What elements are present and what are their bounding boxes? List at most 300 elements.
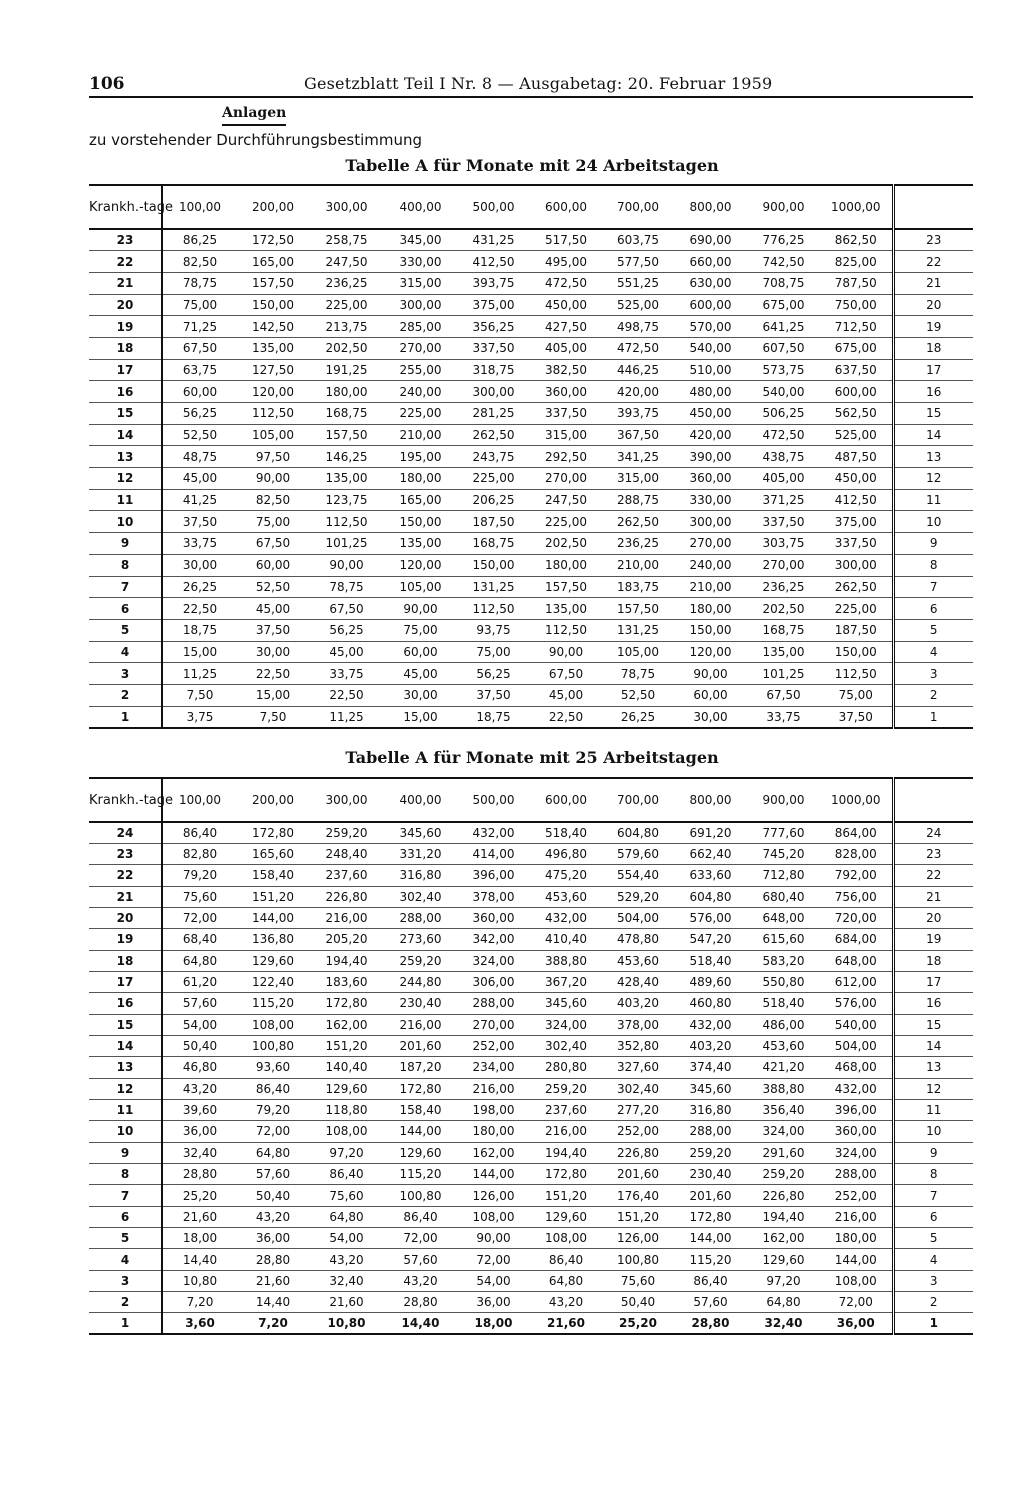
- table-row: [89, 971, 973, 992]
- amount-cell: 60,00: [237, 554, 309, 576]
- amount-cell: 576,00: [674, 907, 747, 928]
- amount-cell: 201,60: [602, 1164, 674, 1185]
- amount-cell: 108,00: [309, 1121, 384, 1142]
- amount-cell: 345,00: [384, 229, 457, 251]
- amount-cell: 68,40: [162, 929, 237, 950]
- amount-cell: 504,00: [602, 907, 674, 928]
- amount-cell: 446,25: [602, 359, 674, 381]
- amount-cell: 105,00: [237, 424, 309, 446]
- column-header-blank: [893, 185, 973, 229]
- amount-cell: 54,00: [309, 1228, 384, 1249]
- amount-cell: 198,00: [457, 1099, 530, 1120]
- sick-days-cell: 2: [89, 1292, 162, 1313]
- amount-cell: 680,40: [747, 886, 820, 907]
- amount-cell: 157,50: [530, 576, 602, 598]
- amount-cell: 105,00: [384, 576, 457, 598]
- table-row: [89, 533, 973, 555]
- sick-days-cell: 13: [89, 446, 162, 468]
- table-row: [89, 598, 973, 620]
- amount-cell: 86,40: [162, 822, 237, 843]
- amount-cell: 3,60: [162, 1313, 237, 1334]
- table-row: [89, 907, 973, 928]
- amount-cell: 378,00: [457, 886, 530, 907]
- amount-cell: 57,60: [237, 1164, 309, 1185]
- amount-cell: 375,00: [457, 294, 530, 316]
- amount-cell: 61,20: [162, 971, 237, 992]
- sick-days-cell: 6: [89, 598, 162, 620]
- column-header: 100,00: [179, 200, 221, 214]
- sick-days-cell: 17: [89, 359, 162, 381]
- column-header: 600,00: [545, 793, 587, 807]
- amount-cell: 93,75: [457, 619, 530, 641]
- row-header-label: Krankh.-tage: [89, 185, 162, 229]
- amount-cell: 252,00: [602, 1121, 674, 1142]
- amount-cell: 396,00: [457, 865, 530, 886]
- amount-cell: 75,00: [384, 619, 457, 641]
- amount-cell: 3,75: [162, 706, 237, 728]
- amount-cell: 122,40: [237, 971, 309, 992]
- amount-cell: 324,00: [747, 1121, 820, 1142]
- sick-days-repeat-cell: 8: [893, 1164, 973, 1185]
- amount-cell: 86,40: [384, 1206, 457, 1227]
- amount-cell: 225,00: [309, 294, 384, 316]
- amount-cell: 194,40: [309, 950, 384, 971]
- amount-cell: 405,00: [530, 337, 602, 359]
- amount-cell: 288,00: [384, 907, 457, 928]
- amount-cell: 18,75: [162, 619, 237, 641]
- amount-cell: 28,80: [237, 1249, 309, 1270]
- amount-cell: 162,00: [457, 1142, 530, 1163]
- amount-cell: 210,00: [384, 424, 457, 446]
- amount-cell: 78,75: [602, 663, 674, 685]
- amount-cell: 86,40: [674, 1270, 747, 1291]
- amount-cell: 478,80: [602, 929, 674, 950]
- amount-cell: 45,00: [530, 684, 602, 706]
- table-row: [89, 1249, 973, 1270]
- amount-cell: 14,40: [162, 1249, 237, 1270]
- amount-cell: 302,40: [530, 1035, 602, 1056]
- amount-cell: 60,00: [162, 381, 237, 403]
- amount-cell: 259,20: [309, 822, 384, 843]
- table-row: [89, 822, 973, 843]
- amount-cell: 270,00: [674, 533, 747, 555]
- page-number: 106: [89, 74, 125, 94]
- sick-days-repeat-cell: 18: [893, 337, 973, 359]
- sick-days-repeat-cell: 13: [893, 1057, 973, 1078]
- amount-cell: 71,25: [162, 316, 237, 338]
- amount-cell: 337,50: [530, 403, 602, 425]
- amount-cell: 487,50: [820, 446, 893, 468]
- amount-cell: 270,00: [530, 468, 602, 490]
- table-row: [89, 684, 973, 706]
- amount-cell: 345,60: [530, 993, 602, 1014]
- amount-cell: 324,00: [457, 950, 530, 971]
- sick-days-repeat-cell: 17: [893, 359, 973, 381]
- sick-days-cell: 20: [89, 294, 162, 316]
- amount-cell: 43,20: [384, 1270, 457, 1291]
- amount-cell: 450,00: [530, 294, 602, 316]
- amount-cell: 75,00: [820, 684, 893, 706]
- amount-cell: 453,60: [602, 950, 674, 971]
- amount-cell: 72,00: [457, 1249, 530, 1270]
- sick-days-repeat-cell: 5: [893, 1228, 973, 1249]
- table-row: [89, 1035, 973, 1056]
- amount-cell: 14,40: [384, 1313, 457, 1334]
- amount-cell: 226,80: [747, 1185, 820, 1206]
- amount-cell: 168,75: [457, 533, 530, 555]
- amount-cell: 360,00: [457, 907, 530, 928]
- amount-cell: 140,40: [309, 1057, 384, 1078]
- amount-cell: 118,80: [309, 1099, 384, 1120]
- amount-cell: 67,50: [747, 684, 820, 706]
- amount-cell: 52,50: [237, 576, 309, 598]
- amount-cell: 15,00: [237, 684, 309, 706]
- sick-days-repeat-cell: 15: [893, 1014, 973, 1035]
- amount-cell: 390,00: [674, 446, 747, 468]
- amount-cell: 115,20: [674, 1249, 747, 1270]
- amount-cell: 240,00: [384, 381, 457, 403]
- sick-days-repeat-cell: 11: [893, 489, 973, 511]
- amount-cell: 438,75: [747, 446, 820, 468]
- amount-cell: 300,00: [384, 294, 457, 316]
- sick-days-repeat-cell: 20: [893, 907, 973, 928]
- amount-cell: 277,20: [602, 1099, 674, 1120]
- column-header: 1000,00: [830, 793, 881, 807]
- amount-cell: 756,00: [820, 886, 893, 907]
- amount-cell: 120,00: [384, 554, 457, 576]
- amount-cell: 288,75: [602, 489, 674, 511]
- amount-cell: 162,00: [309, 1014, 384, 1035]
- amount-cell: 201,60: [384, 1035, 457, 1056]
- amount-cell: 45,00: [237, 598, 309, 620]
- amount-cell: 112,50: [820, 663, 893, 685]
- sick-days-repeat-cell: 21: [893, 272, 973, 294]
- amount-cell: 172,80: [309, 993, 384, 1014]
- amount-cell: 684,00: [820, 929, 893, 950]
- amount-cell: 63,75: [162, 359, 237, 381]
- sick-days-cell: 19: [89, 929, 162, 950]
- amount-cell: 486,00: [747, 1014, 820, 1035]
- amount-cell: 112,50: [237, 403, 309, 425]
- table-row: [89, 446, 973, 468]
- amount-cell: 135,00: [747, 641, 820, 663]
- amount-cell: 345,60: [674, 1078, 747, 1099]
- amount-cell: 82,50: [237, 489, 309, 511]
- table-row: [89, 865, 973, 886]
- column-header: 1000,00: [830, 200, 881, 214]
- amount-cell: 30,00: [237, 641, 309, 663]
- sick-days-cell: 4: [89, 641, 162, 663]
- amount-cell: 382,50: [530, 359, 602, 381]
- amount-cell: 570,00: [674, 316, 747, 338]
- amount-cell: 90,00: [530, 641, 602, 663]
- sick-days-cell: 12: [89, 1078, 162, 1099]
- table-row: [89, 1313, 973, 1334]
- sick-days-cell: 1: [89, 706, 162, 728]
- amount-cell: 280,80: [530, 1057, 602, 1078]
- amount-cell: 226,80: [602, 1142, 674, 1163]
- amount-cell: 300,00: [820, 554, 893, 576]
- amount-cell: 129,60: [384, 1142, 457, 1163]
- amount-cell: 712,50: [820, 316, 893, 338]
- amount-cell: 78,75: [162, 272, 237, 294]
- amount-cell: 30,00: [674, 706, 747, 728]
- amount-cell: 352,80: [602, 1035, 674, 1056]
- table-row: [89, 576, 973, 598]
- amount-cell: 90,00: [674, 663, 747, 685]
- amount-cell: 72,00: [820, 1292, 893, 1313]
- sick-days-repeat-cell: 9: [893, 1142, 973, 1163]
- amount-cell: 144,00: [457, 1164, 530, 1185]
- amount-cell: 50,40: [237, 1185, 309, 1206]
- amount-cell: 525,00: [602, 294, 674, 316]
- table-row: [89, 1228, 973, 1249]
- amount-cell: 576,00: [820, 993, 893, 1014]
- amount-cell: 43,20: [162, 1078, 237, 1099]
- table-row: [89, 1078, 973, 1099]
- sick-days-repeat-cell: 1: [893, 706, 973, 728]
- amount-cell: 90,00: [457, 1228, 530, 1249]
- amount-cell: 356,25: [457, 316, 530, 338]
- amount-cell: 7,50: [237, 706, 309, 728]
- amount-cell: 378,00: [602, 1014, 674, 1035]
- sick-days-repeat-cell: 12: [893, 468, 973, 490]
- amount-cell: 603,75: [602, 229, 674, 251]
- sick-days-repeat-cell: 13: [893, 446, 973, 468]
- sick-days-cell: 10: [89, 1121, 162, 1142]
- amount-cell: 86,40: [530, 1249, 602, 1270]
- amount-cell: 205,20: [309, 929, 384, 950]
- amount-cell: 64,80: [309, 1206, 384, 1227]
- amount-cell: 862,50: [820, 229, 893, 251]
- amount-cell: 120,00: [674, 641, 747, 663]
- amount-cell: 79,20: [237, 1099, 309, 1120]
- amount-cell: 144,00: [384, 1121, 457, 1142]
- sick-days-cell: 12: [89, 468, 162, 490]
- amount-cell: 67,50: [237, 533, 309, 555]
- amount-cell: 432,00: [457, 822, 530, 843]
- sick-days-cell: 8: [89, 554, 162, 576]
- amount-cell: 428,40: [602, 971, 674, 992]
- sick-days-cell: 16: [89, 381, 162, 403]
- amount-cell: 306,00: [457, 971, 530, 992]
- amount-cell: 460,80: [674, 993, 747, 1014]
- amount-cell: 101,25: [309, 533, 384, 555]
- amount-cell: 720,00: [820, 907, 893, 928]
- amount-cell: 236,25: [602, 533, 674, 555]
- amount-cell: 97,50: [237, 446, 309, 468]
- amount-cell: 270,00: [457, 1014, 530, 1035]
- amount-cell: 11,25: [162, 663, 237, 685]
- amount-cell: 105,00: [602, 641, 674, 663]
- amount-cell: 64,80: [237, 1142, 309, 1163]
- column-header: 400,00: [399, 793, 442, 807]
- amount-cell: 450,00: [820, 468, 893, 490]
- amount-cell: 690,00: [674, 229, 747, 251]
- amount-cell: 356,40: [747, 1099, 820, 1120]
- amount-cell: 504,00: [820, 1035, 893, 1056]
- amount-cell: 288,00: [457, 993, 530, 1014]
- column-header: 200,00: [252, 200, 294, 214]
- amount-cell: 472,50: [747, 424, 820, 446]
- amount-cell: 28,80: [384, 1292, 457, 1313]
- sick-days-cell: 22: [89, 251, 162, 273]
- amount-cell: 146,25: [309, 446, 384, 468]
- amount-cell: 57,60: [674, 1292, 747, 1313]
- row-header-label: Krankh.-tage: [89, 778, 162, 822]
- amount-cell: 126,00: [602, 1228, 674, 1249]
- amount-cell: 18,00: [457, 1313, 530, 1334]
- amount-cell: 579,60: [602, 843, 674, 864]
- amount-cell: 187,20: [384, 1057, 457, 1078]
- amount-cell: 202,50: [747, 598, 820, 620]
- amount-cell: 496,80: [530, 843, 602, 864]
- amount-cell: 135,00: [309, 468, 384, 490]
- amount-cell: 144,00: [237, 907, 309, 928]
- amount-cell: 360,00: [530, 381, 602, 403]
- sick-days-repeat-cell: 9: [893, 533, 973, 555]
- amount-cell: 75,60: [309, 1185, 384, 1206]
- sick-days-cell: 13: [89, 1057, 162, 1078]
- amount-cell: 475,20: [530, 865, 602, 886]
- amount-cell: 540,00: [674, 337, 747, 359]
- sick-days-cell: 2: [89, 684, 162, 706]
- amount-cell: 28,80: [674, 1313, 747, 1334]
- amount-cell: 112,50: [457, 598, 530, 620]
- table-row: [89, 316, 973, 338]
- amount-cell: 45,00: [384, 663, 457, 685]
- table-a-25-title: Tabelle A für Monate mit 25 Arbeitstagen: [345, 748, 719, 767]
- amount-cell: 100,80: [384, 1185, 457, 1206]
- amount-cell: 216,00: [309, 907, 384, 928]
- amount-cell: 202,50: [309, 337, 384, 359]
- amount-cell: 180,00: [309, 381, 384, 403]
- amount-cell: 101,25: [747, 663, 820, 685]
- amount-cell: 554,40: [602, 865, 674, 886]
- amount-cell: 691,20: [674, 822, 747, 843]
- amount-cell: 247,50: [530, 489, 602, 511]
- sick-days-repeat-cell: 22: [893, 251, 973, 273]
- amount-cell: 216,00: [384, 1014, 457, 1035]
- amount-cell: 180,00: [384, 468, 457, 490]
- amount-cell: 37,50: [237, 619, 309, 641]
- sick-days-repeat-cell: 12: [893, 1078, 973, 1099]
- table-a-25: [89, 777, 973, 1335]
- table-a-24-title: Tabelle A für Monate mit 24 Arbeitstagen: [345, 156, 719, 175]
- amount-cell: 262,50: [457, 424, 530, 446]
- amount-cell: 48,75: [162, 446, 237, 468]
- amount-cell: 388,80: [530, 950, 602, 971]
- column-header: 900,00: [762, 793, 805, 807]
- amount-cell: 498,75: [602, 316, 674, 338]
- amount-cell: 135,00: [530, 598, 602, 620]
- table-row: [89, 1164, 973, 1185]
- table-row: [89, 1014, 973, 1035]
- amount-cell: 213,75: [309, 316, 384, 338]
- amount-cell: 480,00: [674, 381, 747, 403]
- amount-cell: 172,80: [384, 1078, 457, 1099]
- amount-cell: 120,00: [237, 381, 309, 403]
- amount-cell: 151,20: [530, 1185, 602, 1206]
- amount-cell: 168,75: [747, 619, 820, 641]
- amount-cell: 129,60: [530, 1206, 602, 1227]
- amount-cell: 230,40: [384, 993, 457, 1014]
- amount-cell: 187,50: [820, 619, 893, 641]
- amount-cell: 180,00: [674, 598, 747, 620]
- sick-days-repeat-cell: 16: [893, 381, 973, 403]
- amount-cell: 337,50: [820, 533, 893, 555]
- column-header: 200,00: [252, 793, 294, 807]
- amount-cell: 79,20: [162, 865, 237, 886]
- amount-cell: 72,00: [384, 1228, 457, 1249]
- amount-cell: 150,00: [237, 294, 309, 316]
- amount-cell: 41,25: [162, 489, 237, 511]
- sick-days-cell: 3: [89, 1270, 162, 1291]
- amount-cell: 194,40: [530, 1142, 602, 1163]
- amount-cell: 453,60: [530, 886, 602, 907]
- amount-cell: 67,50: [162, 337, 237, 359]
- amount-cell: 236,25: [747, 576, 820, 598]
- amount-cell: 180,00: [820, 1228, 893, 1249]
- sick-days-cell: 18: [89, 337, 162, 359]
- amount-cell: 100,80: [602, 1249, 674, 1270]
- amount-cell: 86,40: [309, 1164, 384, 1185]
- amount-cell: 210,00: [674, 576, 747, 598]
- amount-cell: 97,20: [309, 1142, 384, 1163]
- amount-cell: 10,80: [309, 1313, 384, 1334]
- amount-cell: 270,00: [747, 554, 820, 576]
- amount-cell: 529,20: [602, 886, 674, 907]
- amount-cell: 7,20: [162, 1292, 237, 1313]
- amount-cell: 662,40: [674, 843, 747, 864]
- amount-cell: 518,40: [530, 822, 602, 843]
- amount-cell: 26,25: [602, 706, 674, 728]
- sick-days-cell: 8: [89, 1164, 162, 1185]
- amount-cell: 259,20: [530, 1078, 602, 1099]
- amount-cell: 21,60: [309, 1292, 384, 1313]
- amount-cell: 300,00: [457, 381, 530, 403]
- amount-cell: 57,60: [384, 1249, 457, 1270]
- amount-cell: 158,40: [384, 1099, 457, 1120]
- amount-cell: 637,50: [820, 359, 893, 381]
- amount-cell: 78,75: [309, 576, 384, 598]
- amount-cell: 43,20: [530, 1292, 602, 1313]
- sick-days-cell: 15: [89, 403, 162, 425]
- amount-cell: 201,60: [674, 1185, 747, 1206]
- amount-cell: 742,50: [747, 251, 820, 273]
- amount-cell: 45,00: [309, 641, 384, 663]
- amount-cell: 158,40: [237, 865, 309, 886]
- amount-cell: 46,80: [162, 1057, 237, 1078]
- amount-cell: 414,00: [457, 843, 530, 864]
- amount-cell: 172,80: [674, 1206, 747, 1227]
- amount-cell: 25,20: [602, 1313, 674, 1334]
- amount-cell: 607,50: [747, 337, 820, 359]
- amount-cell: 262,50: [602, 511, 674, 533]
- amount-cell: 291,60: [747, 1142, 820, 1163]
- amount-cell: 432,00: [674, 1014, 747, 1035]
- amount-cell: 550,80: [747, 971, 820, 992]
- amount-cell: 86,25: [162, 229, 237, 251]
- amount-cell: 90,00: [384, 598, 457, 620]
- column-header: 400,00: [399, 200, 442, 214]
- amount-cell: 330,00: [384, 251, 457, 273]
- amount-cell: 577,50: [602, 251, 674, 273]
- amount-cell: 226,80: [309, 886, 384, 907]
- sick-days-repeat-cell: 3: [893, 1270, 973, 1291]
- amount-cell: 75,00: [237, 511, 309, 533]
- amount-cell: 604,80: [602, 822, 674, 843]
